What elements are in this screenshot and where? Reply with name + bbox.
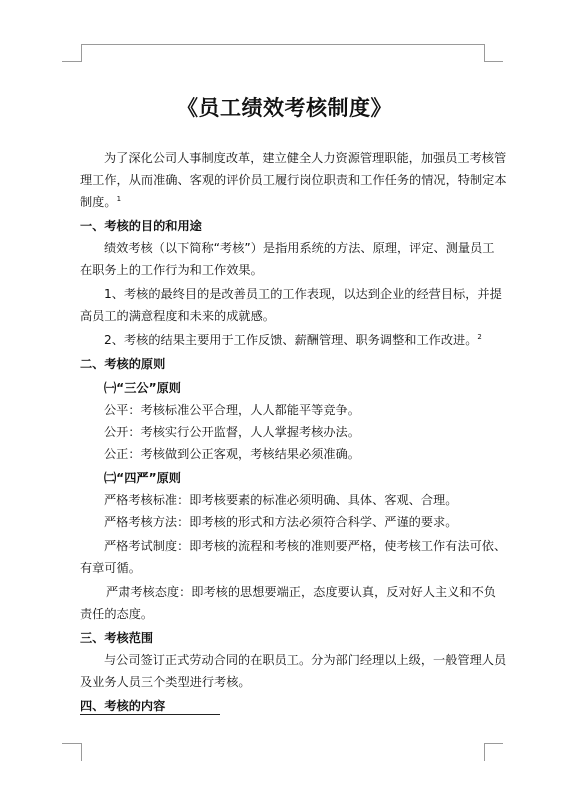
- line-text: 公正：考核做到公正客观，考核结果必须准确。: [104, 447, 360, 461]
- text-line: [80, 172, 507, 188]
- line-text: 严格考核方法：即考核的形式和方法必须符合科学、严谨的要求。: [104, 515, 458, 529]
- text-line: [104, 424, 360, 440]
- text-line: [80, 674, 251, 690]
- section-heading: [80, 630, 153, 646]
- footnote-ref[interactable]: 2: [477, 332, 482, 341]
- subsection-heading: [104, 380, 181, 396]
- text-line: [80, 606, 153, 622]
- text-line: [104, 446, 360, 462]
- text-line: [104, 240, 494, 256]
- text-line: [104, 150, 506, 166]
- text-line: [80, 194, 121, 210]
- line-text: 一、考核的目的和用途: [80, 219, 202, 233]
- line-text: 三、考核范围: [80, 631, 154, 645]
- line-text: 四、考核的内容: [80, 699, 166, 713]
- line-text: ㈠“三公”原则: [104, 381, 181, 395]
- line-text: 公平：考核标准公平合理，人人都能平等竞争。: [104, 403, 360, 417]
- text-line: [104, 492, 457, 508]
- text-line: [104, 402, 360, 418]
- corner-mark: [81, 44, 82, 62]
- line-text: 责任的态度。: [80, 607, 154, 621]
- text-line: [104, 538, 506, 554]
- line-text: 与公司签订正式劳动合同的在职员工。分为部门经理以上级，一般管理人员: [104, 653, 507, 667]
- line-text: 二、考核的原则: [80, 357, 166, 371]
- line-text: 严肃考核态度：即考核的思想要端正，态度要认真，反对好人主义和不负: [106, 585, 496, 599]
- line-text: 公开：考核实行公开监督，人人掌握考核办法。: [104, 425, 360, 439]
- text-line: [104, 286, 502, 302]
- corner-mark: [484, 743, 485, 761]
- line-text: 制度。: [80, 195, 117, 209]
- footnote-ref[interactable]: 1: [116, 194, 122, 203]
- line-text: 有章可循。: [80, 561, 141, 575]
- line-text: 理工作，从而准确、客观的评价员工履行岗位职责和工作任务的情况，特制定本: [80, 173, 507, 187]
- text-line: [104, 514, 457, 530]
- corner-mark: [484, 44, 485, 62]
- corner-mark: [81, 743, 82, 761]
- section-heading: [80, 698, 165, 714]
- text-line: [104, 332, 482, 348]
- line-text: 1、考核的最终目的是改善员工的工作表现，以达到企业的经营目标，并提: [104, 287, 502, 301]
- line-text: ㈡“四严”原则: [104, 471, 181, 485]
- section-heading: [80, 356, 165, 372]
- footnote-separator: [80, 714, 220, 715]
- line-text: 在职务上的工作行为和工作效果。: [80, 263, 263, 277]
- text-line: [80, 262, 263, 278]
- line-text: 高员工的满意程度和未来的成就感。: [80, 309, 275, 323]
- section-heading: [80, 218, 202, 234]
- text-line: [104, 652, 506, 668]
- line-text: 绩效考核（以下简称“考核”）是指用系统的方法、原理，评定、测量员工: [104, 241, 495, 255]
- corner-mark: [484, 61, 503, 62]
- document-title: 《员工绩效考核制度》: [177, 95, 392, 120]
- line-text: 2、考核的结果主要用于工作反馈、薪酬管理、职务调整和工作改进。: [104, 333, 478, 347]
- line-text: 及业务人员三个类型进行考核。: [80, 675, 251, 689]
- line-text: 严格考核标准：即考核要素的标准必须明确、具体、客观、合理。: [104, 493, 458, 507]
- line-text: 为了深化公司人事制度改革，建立健全人力资源管理职能，加强员工考核管: [104, 151, 507, 165]
- corner-mark: [62, 61, 81, 62]
- header-rule: [81, 44, 485, 45]
- line-text: 严格考试制度：即考核的流程和考核的准则要严格，使考核工作有法可依、: [104, 539, 507, 553]
- corner-mark: [62, 743, 81, 744]
- text-line: [80, 560, 141, 576]
- text-line: [80, 308, 275, 324]
- subsection-heading: [104, 470, 181, 486]
- corner-mark: [484, 743, 503, 744]
- text-line: [106, 584, 496, 600]
